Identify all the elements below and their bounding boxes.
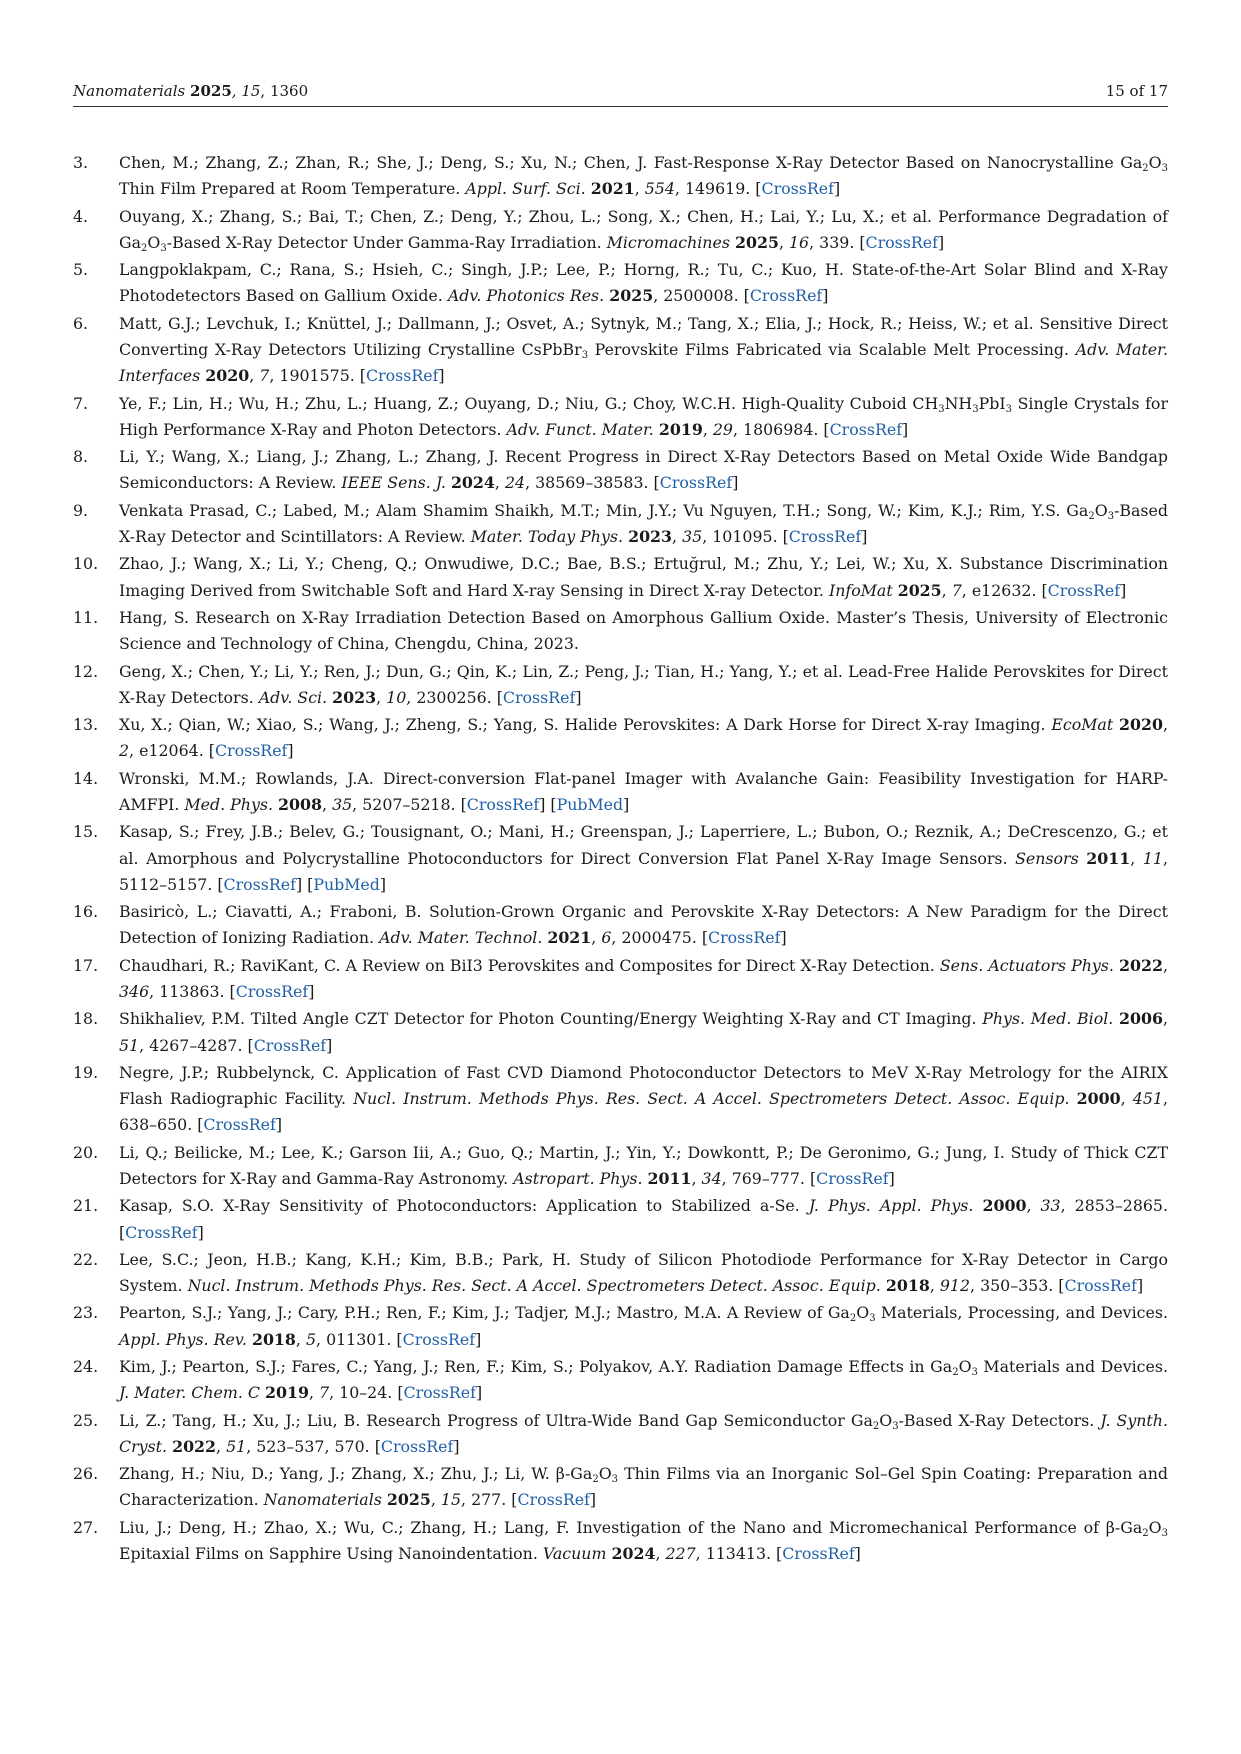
crossref-link[interactable]: CrossRef	[125, 1222, 198, 1242]
crossref-link[interactable]: CrossRef	[708, 928, 781, 948]
crossref-link[interactable]: CrossRef	[865, 232, 938, 252]
reference-item: 26. Zhang, H.; Niu, D.; Yang, J.; Zhang, X.; Zhu, J.; Li, W. $\beta-Ga_2O_3$ Thin Films via an Inorganic Sol–Gel Spin Coating: Preparation and Characterization. Nanomaterials 2025, 15, 277. [CrossRef]	[73, 1464, 1168, 1510]
page-number: 15 of 17	[1105, 82, 1168, 100]
crossref-link[interactable]: CrossRef	[223, 874, 296, 894]
crossref-link[interactable]: CrossRef	[402, 1329, 476, 1349]
reference-item: 17. Chaudhari, R.; RaviKant, C. A Review on BiI3 Perovskites and Composites for Direct X-Ray Detection. Sens. Actuators Phys. 2022, 346, 113863. [CrossRef]	[73, 955, 1168, 1001]
reference-item: 27. Liu, J.; Deng, H.; Zhao, X.; Wu, C.; Zhang, H.; Lang, F. Investigation of the Nano and Micromechanical Performance of $\beta-Ga_2O_3$ Epitaxial Films on Sapphire Using Nanoindentation. Vacuum 2024, 227, 113413. [CrossRef]	[73, 1517, 1168, 1564]
reference-item: 21. Kasap, S.O. X-Ray Sensitivity of Photoconductors: Application to Stabilized a-Se. J. Phys. Appl. Phys. 2000, 33, 2853–2865. [CrossRef]	[73, 1196, 1169, 1242]
reference-item: 13. Xu, X.; Qian, W.; Xiao, S.; Wang, J.; Zheng, S.; Yang, S. Halide Perovskites: A Dark Horse for Direct X-ray Imaging. EcoMat 2020, 2, e12064. [CrossRef]	[73, 715, 1168, 761]
reference-item: 18. Shikhaliev, P.M. Tilted Angle CZT Detector for Photon Counting/Energy Weighting X-Ray and CT Imaging. Phys. Med. Biol. 2006, 51, 4267–4287. [CrossRef]	[73, 1009, 1168, 1055]
reference-item: 14. Wronski, M.M.; Rowlands, J.A. Direct-conversion Flat-panel Imager with Avalanche Gain: Feasibility Investigation for HARP-AMFPI. Med. Phys. 2008, 35, 5207–5218. [CrossRef] [PubMed]	[73, 768, 1168, 814]
reference-item: 19. Negre, J.P.; Rubbelynck, C. Application of Fast CVD Diamond Photoconductor Detectors to MeV X-Ray Metrology for the AIRIX Flash Radiographic Facility. Nucl. Instrum. Methods Phys. Res. Sect. A Accel. Spectrometers Detect. Assoc. Equip. 2000, 451, 638–650. [CrossRef]	[73, 1062, 1168, 1135]
journal-citation: Nanomaterials 2025, 15, 1360	[73, 82, 309, 100]
reference-item: 10. Zhao, J.; Wang, X.; Li, Y.; Cheng, Q.; Onwudiwe, D.C.; Bae, B.S.; Ertuğrul, M.; Zhu, Y.; Lei, W.; Xu, X. Substance Discrimination Imaging Derived from Switchable Soft and Hard X-ray Sensing in Direct X-ray Detector. InfoMat 2025, 7, e12632. [CrossRef]	[73, 554, 1168, 600]
reference-item: 6. Matt, G.J.; Levchuk, I.; Knüttel, J.; Dallmann, J.; Osvet, A.; Sytnyk, M.; Tang, X.; Elia, J.; Hock, R.; Heiss, W.; et al. Sensitive Direct Converting X-Ray Detectors Utilizing Crystalline CsPbBr$_3$ Perovskite Films Fabricated via Scalable Melt Processing. Adv. Mater. Interfaces 2020, 7, 1901575. [CrossRef]	[73, 313, 1168, 386]
reference-item: 4. Ouyang, X.; Zhang, S.; Bai, T.; Chen, Z.; Deng, Y.; Zhou, L.; Song, X.; Chen, H.; Lai, Y.; Lu, X.; et al. Performance Degradation of $Ga_2O_3$-Based X-Ray Detector Under Gamma-Ray Irradiation. Micromachines 2025, 16, 339. [CrossRef]	[73, 206, 1168, 254]
crossref-link[interactable]: CrossRef	[403, 1383, 476, 1403]
pubmed-link[interactable]: PubMed	[556, 794, 624, 814]
crossref-link[interactable]: CrossRef	[1064, 1276, 1137, 1296]
crossref-link[interactable]: CrossRef	[816, 1168, 889, 1188]
reference-item: 9. Venkata Prasad, C.; Labed, M.; Alam Shamim Shaikh, M.T.; Min, J.Y.; Vu Nguyen, T.H.; Song, W.; Kim, K.J.; Rim, Y.S. $Ga_2O_3$-Based X-Ray Detector and Scintillators: A Review. Mater. Today Phys. 2023, 35, 101095. [CrossRef]	[73, 500, 1168, 546]
reference-item: 11. Hang, S. Research on X-Ray Irradiation Detection Based on Amorphous Gallium Oxide. Master’s Thesis, University of Electronic Science and Technology of China, Chengdu, China, 2023.	[73, 607, 1168, 654]
crossref-link[interactable]: CrossRef	[517, 1490, 590, 1510]
crossref-link[interactable]: CrossRef	[380, 1436, 454, 1456]
reference-list	[73, 150, 1168, 1568]
pubmed-link[interactable]: PubMed	[313, 874, 380, 894]
crossref-link[interactable]: CrossRef	[761, 179, 834, 199]
crossref-link[interactable]: CrossRef	[749, 286, 823, 306]
crossref-link[interactable]: CrossRef	[235, 981, 309, 1001]
crossref-link[interactable]: CrossRef	[829, 419, 903, 439]
reference-item: 20. Li, Q.; Beilicke, M.; Lee, K.; Garson Iii, A.; Guo, Q.; Martin, J.; Yin, Y.; Dowkontt, P.; De Geronimo, G.; Jung, I. Study of Thick CZT Detectors for X-Ray and Gamma-Ray Astronomy. Astropart. Phys. 2011, 34, 769–777. [CrossRef]	[73, 1142, 1168, 1188]
crossref-link[interactable]: CrossRef	[214, 741, 288, 761]
reference-item: 16. Basiricò, L.; Ciavatti, A.; Fraboni, B. Solution-Grown Organic and Perovskite X-Ray Detectors: A New Paradigm for the Direct Detection of Ionizing Radiation. Adv. Mater. Technol. 2021, 6, 2000475. [CrossRef]	[73, 902, 1168, 948]
crossref-link[interactable]: CrossRef	[502, 687, 576, 707]
page-header	[73, 70, 1168, 100]
reference-item: 22. Lee, S.C.; Jeon, H.B.; Kang, K.H.; Kim, B.B.; Park, H. Study of Silicon Photodiode Performance for X-Ray Detector in Cargo System. Nucl. Instrum. Methods Phys. Res. Sect. A Accel. Spectrometers Detect. Assoc. Equip. 2018, 912, 350–353. [CrossRef]	[73, 1249, 1168, 1296]
crossref-link[interactable]: CrossRef	[782, 1544, 855, 1564]
crossref-link[interactable]: CrossRef	[365, 366, 439, 386]
reference-item: 23. Pearton, S.J.; Yang, J.; Cary, P.H.; Ren, F.; Kim, J.; Tadjer, M.J.; Mastro, M.A. A Review of $Ga_2O_3$ Materials, Processing, and Devices. Appl. Phys. Rev. 2018, 5, 011301. [CrossRef]	[73, 1303, 1168, 1349]
reference-item: 5. Langpoklakpam, C.; Rana, S.; Hsieh, C.; Singh, J.P.; Lee, P.; Horng, R.; Tu, C.; Kuo, H. State-of-the-Art Solar Blind and X-Ray Photodetectors Based on Gallium Oxide. Adv. Photonics Res. 2025, 2500008. [CrossRef]	[73, 260, 1168, 306]
reference-item: 15. Kasap, S.; Frey, J.B.; Belev, G.; Tousignant, O.; Mani, H.; Greenspan, J.; Laperriere, L.; Bubon, O.; Reznik, A.; DeCrescenzo, G.; et al. Amorphous and Polycrystalline Photoconductors for Direct Conversion Flat Panel X-Ray Image Sensors. Sensors 2011, 11, 5112–5157. [CrossRef] [PubMed]	[73, 822, 1168, 894]
reference-item: 8. Li, Y.; Wang, X.; Liang, J.; Zhang, L.; Zhang, J. Recent Progress in Direct X-Ray Detectors Based on Metal Oxide Wide Bandgap Semiconductors: A Review. IEEE Sens. J. 2024, 24, 38569–38583. [CrossRef]	[73, 447, 1168, 493]
reference-item: 12. Geng, X.; Chen, Y.; Li, Y.; Ren, J.; Dun, G.; Qin, K.; Lin, Z.; Peng, J.; Tian, H.; Yang, Y.; et al. Lead-Free Halide Perovskites for Direct X-Ray Detectors. Adv. Sci. 2023, 10, 2300256. [CrossRef]	[73, 661, 1168, 707]
crossref-link[interactable]: CrossRef	[253, 1035, 327, 1055]
crossref-link[interactable]: CrossRef	[1047, 580, 1121, 600]
crossref-link[interactable]: CrossRef	[466, 794, 540, 814]
reference-item: 3. Chen, M.; Zhang, Z.; Zhan, R.; She, J.; Deng, S.; Xu, N.; Chen, J. Fast-Response X-Ray Detector Based on Nanocrystalline $Ga_2O_3$ Thin Film Prepared at Room Temperature. Appl. Surf. Sci. 2021, 554, 149619. [CrossRef]	[73, 153, 1168, 199]
reference-item: 25. Li, Z.; Tang, H.; Xu, J.; Liu, B. Research Progress of Ultra-Wide Band Gap Semiconductor $Ga_2O_3$-Based X-Ray Detectors. J. Synth. Cryst. 2022, 51, 523–537, 570. [CrossRef]	[73, 1410, 1168, 1456]
reference-item: 24. Kim, J.; Pearton, S.J.; Fares, C.; Yang, J.; Ren, F.; Kim, S.; Polyakov, A.Y. Radiation Damage Effects in $Ga_2O_3$ Materials and Devices. J. Mater. Chem. C 2019, 7, 10–24. [CrossRef]	[73, 1357, 1168, 1403]
page	[73, 0, 1168, 1754]
crossref-link[interactable]: CrossRef	[659, 473, 733, 493]
reference-item: 7. Ye, F.; Lin, H.; Wu, H.; Zhu, L.; Huang, Z.; Ouyang, D.; Niu, G.; Choy, W.C.H. High-Quality Cuboid $CH_3NH_3PbI_3$ Single Crystals for High Performance X-Ray and Photon Detectors. Adv. Funct. Mater. 2019, 29, 1806984. [CrossRef]	[73, 393, 1168, 439]
crossref-link[interactable]: CrossRef	[203, 1115, 276, 1135]
header-rule	[73, 106, 1168, 107]
crossref-link[interactable]: CrossRef	[788, 526, 862, 546]
